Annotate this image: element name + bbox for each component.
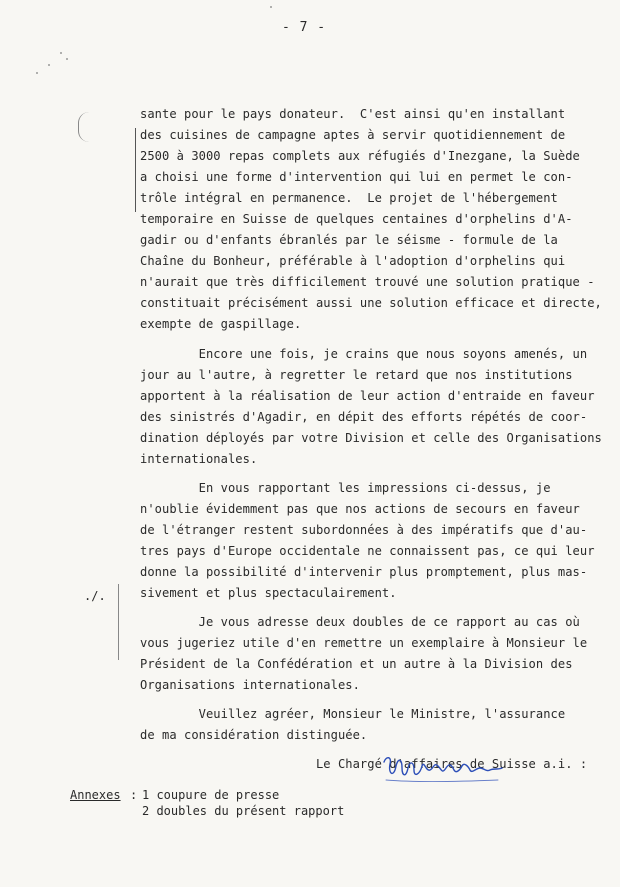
annex-item: 1 coupure de presse	[142, 788, 280, 802]
margin-note: ./.	[84, 589, 106, 603]
body-line: de ma considération distinguée.	[140, 728, 368, 742]
closing-signatory-line: Le Chargé d'affaires de Suisse a.i. :	[140, 757, 588, 771]
body-line: temporaire en Suisse de quelques centaines d'orphelins d'A-	[140, 212, 573, 226]
annexes-colon: :	[130, 788, 138, 802]
body-line: a choisi une forme d'intervention qui lui en permet le con-	[140, 170, 573, 184]
body-line: de l'étranger restent subordonnées à des impératifs que d'au-	[140, 523, 588, 537]
body-line: sante pour le pays donateur. C'est ainsi qu'en installant	[140, 107, 566, 121]
body-line: gadir ou d'enfants ébranlés par le séisme - formule de la	[140, 233, 558, 247]
body-line: Organisations internationales.	[140, 678, 360, 692]
body-line: apportent à la réalisation de leur action d'entraide en faveur	[140, 389, 595, 403]
body-line: 2500 à 3000 repas complets aux réfugiés d'Inezgane, la Suède	[140, 149, 580, 163]
body-line: internationales.	[140, 452, 258, 466]
body-line: Veuillez agréer, Monsieur le Ministre, l'assurance	[140, 707, 566, 721]
page-number: - 7 -	[282, 20, 327, 35]
body-line: Chaîne du Bonheur, préférable à l'adoption d'orphelins qui	[140, 254, 566, 268]
body-line: exempte de gaspillage.	[140, 317, 302, 331]
annexes-label: Annexes	[70, 788, 121, 802]
body-line: vous jugeriez utile d'en remettre un exemplaire à Monsieur le	[140, 636, 588, 650]
body-line: n'oublie évidemment pas que nos actions de secours en faveur	[140, 502, 580, 516]
margin-line-left-1	[135, 128, 136, 212]
margin-bracket-mark	[78, 112, 89, 142]
margin-line-left-2	[118, 584, 119, 660]
body-line: jour au l'autre, à regretter le retard que nos institutions	[140, 368, 573, 382]
body-line: Je vous adresse deux doubles de ce rapport au cas où	[140, 615, 580, 629]
body-line: sivement et plus spectaculairement.	[140, 586, 397, 600]
body-line: En vous rapportant les impressions ci-dessus, je	[140, 481, 551, 495]
body-line: trôle intégral en permanence. Le projet de l'hébergement	[140, 191, 558, 205]
body-line: donne la possibilité d'intervenir plus promptement, plus mas-	[140, 565, 588, 579]
body-line: Encore une fois, je crains que nous soyons amenés, un	[140, 347, 588, 361]
body-line: constituait précisément aussi une solution efficace et directe,	[140, 296, 602, 310]
handwritten-signature	[380, 752, 506, 786]
body-line: tres pays d'Europe occidentale ne connaissent pas, ce qui leur	[140, 544, 595, 558]
body-line: dination déployés par votre Division et celle des Organisations	[140, 431, 602, 445]
annex-item: 2 doubles du présent rapport	[142, 804, 345, 818]
body-line: n'aurait que très difficilement trouvé une solution pratique -	[140, 275, 595, 289]
body-line: Président de la Confédération et un autre à la Division des	[140, 657, 573, 671]
body-line: des cuisines de campagne aptes à servir quotidiennement de	[140, 128, 566, 142]
body-line: des sinistrés d'Agadir, en dépit des efforts répétés de coor-	[140, 410, 588, 424]
